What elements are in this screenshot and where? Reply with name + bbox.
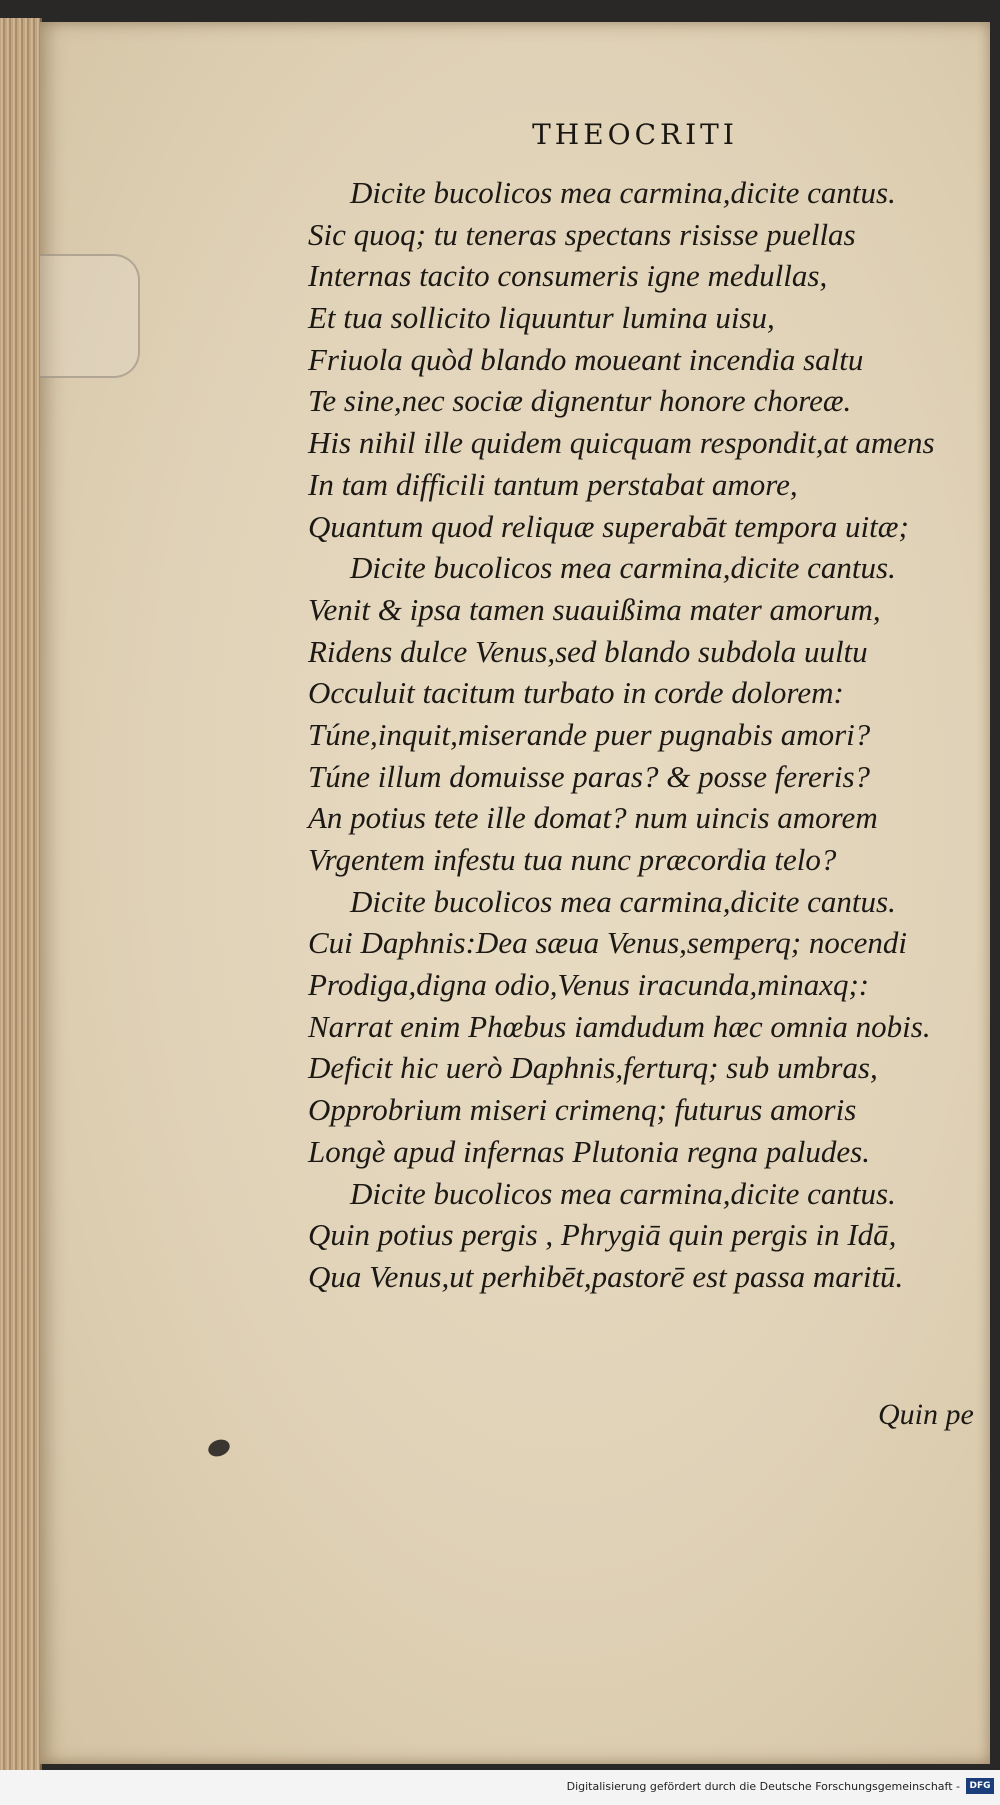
verse-line: Quin potius pergis , Phrygiā quin pergis in Idā, bbox=[308, 1217, 897, 1253]
verse-line: Vrgentem infestu tua nunc præcordia telo? bbox=[308, 842, 837, 877]
footer-bar bbox=[0, 1770, 1000, 1805]
verse-line: Narrat enim Phœbus iamdudum hæc omnia nobis. bbox=[308, 1008, 931, 1044]
page-clip bbox=[40, 254, 140, 378]
verse-line: Dicite bucolicos mea carmina,dicite cantus. bbox=[350, 1175, 896, 1211]
verse-line: Opprobrium miseri crimenq; futurus amoris bbox=[308, 1092, 857, 1128]
verse-line: Occuluit tacitum turbato in corde dolorem: bbox=[308, 675, 844, 711]
verse-line: Et tua sollicito liquuntur lumina uisu, bbox=[308, 300, 775, 336]
verse-line: Deficit hic uerò Daphnis,ferturq; sub umbras, bbox=[308, 1050, 878, 1086]
catchword: Quin pe bbox=[878, 1398, 974, 1431]
verse-line: His nihil ille quidem quicquam respondit,at amens bbox=[308, 425, 935, 461]
verse-line: Longè apud infernas Plutonia regna paludes. bbox=[308, 1133, 870, 1169]
running-head: THEOCRITI bbox=[532, 118, 738, 151]
dfg-logo: DFG bbox=[966, 1778, 994, 1794]
verse-line: Quantum quod reliquæ superabāt tempora uitæ; bbox=[308, 508, 909, 544]
verse-line: Túne,inquit,miserande puer pugnabis amori? bbox=[308, 716, 871, 752]
ink-smudge bbox=[206, 1437, 232, 1460]
verse-line: Friuola quòd blando moueant incendia saltu bbox=[308, 341, 864, 377]
book-fore-edge bbox=[0, 18, 42, 1770]
verse-line: An potius tete ille domat? num uincis amorem bbox=[308, 800, 878, 836]
verse-line: Dicite bucolicos mea carmina,dicite cantus. bbox=[350, 883, 896, 919]
verse-line: Dicite bucolicos mea carmina,dicite cantus. bbox=[350, 175, 896, 210]
verse-line: Qua Venus,ut perhibēt,pastorē est passa maritū. bbox=[308, 1258, 904, 1294]
verse-line: Sic quoq; tu teneras spectans risisse puellas bbox=[308, 216, 856, 252]
verse-line: Te sine,nec sociæ dignentur honore choreæ. bbox=[308, 383, 852, 419]
verse-text-block bbox=[308, 172, 968, 1298]
digitization-credit: Digitalisierung gefördert durch die Deutsche Forschungsgemeinschaft - bbox=[566, 1780, 960, 1793]
verse-line: Túne illum domuisse paras? & posse fereris? bbox=[308, 758, 871, 794]
verse-line: Internas tacito consumeris igne medullas, bbox=[308, 258, 828, 294]
verse-line: Prodiga,digna odio,Venus iracunda,minaxq;: bbox=[308, 967, 870, 1003]
verse-line: Ridens dulce Venus,sed blando subdola uultu bbox=[308, 633, 868, 669]
verse-line: Cui Daphnis:Dea sæua Venus,semperq; nocendi bbox=[308, 925, 907, 961]
verse-line: Dicite bucolicos mea carmina,dicite cantus. bbox=[350, 550, 896, 586]
verse-line: In tam difficili tantum perstabat amore, bbox=[308, 466, 798, 502]
verse-line: Venit & ipsa tamen suauißima mater amorum, bbox=[308, 591, 881, 627]
